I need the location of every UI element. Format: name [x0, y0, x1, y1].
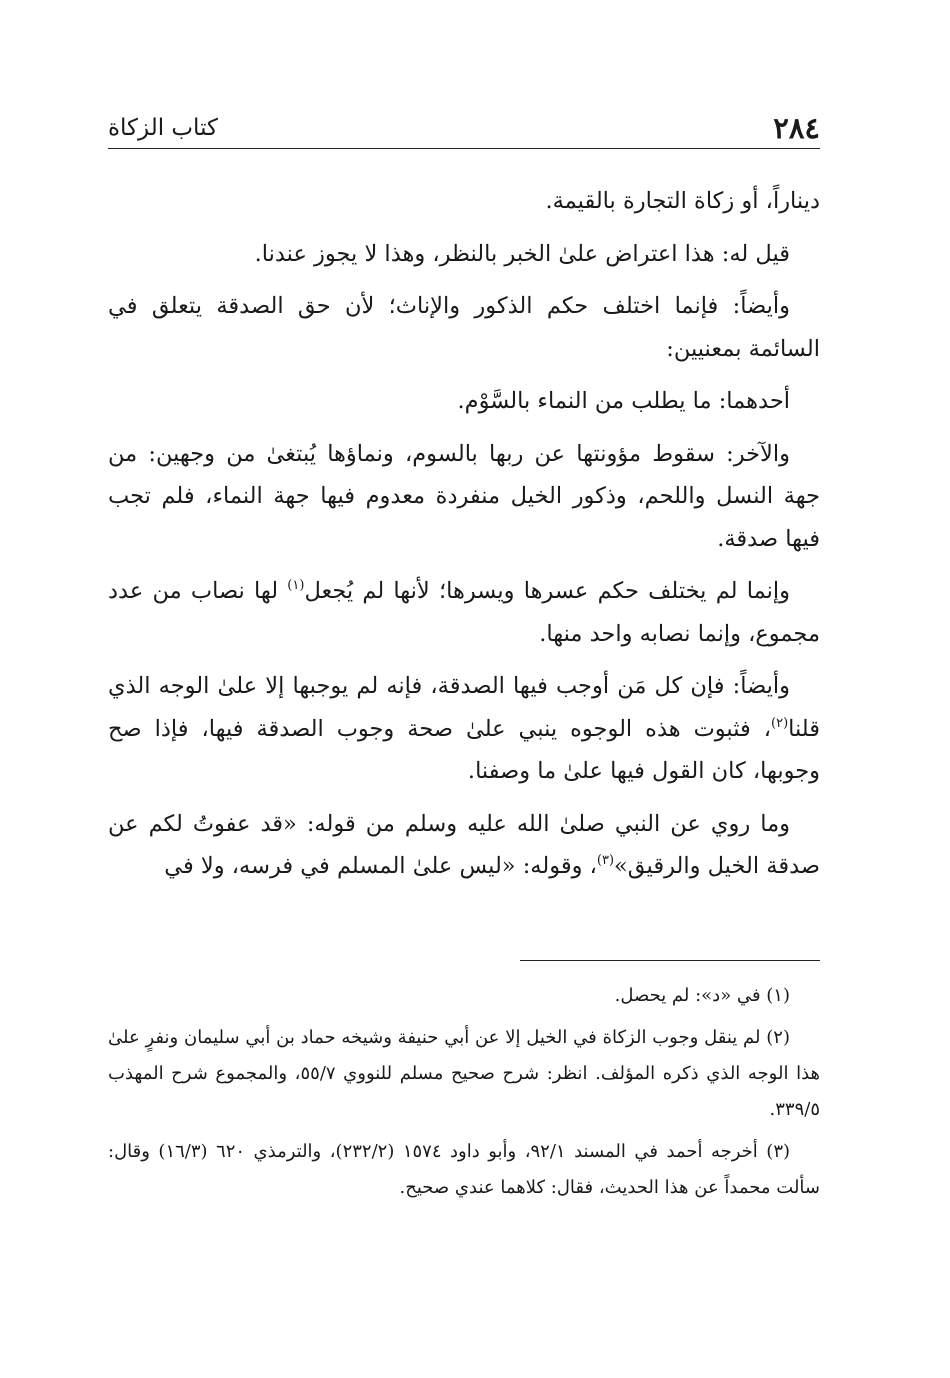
footnote-3: (٣) أخرجه أحمد في المسند ٩٢/١، وأبو داود ١٥٧٤ (٢٣٢/٢)، والترمذي ٦٢٠ (١٦/٣) وقال: سألت محمداً عن هذا الحديث، فقال: كلاهما عندي صحيح. [108, 1141, 820, 1198]
paragraph-5: والآخر: سقوط مؤونتها عن ربها بالسوم، ونماؤها يُبتغىٰ من وجهين: من جهة النسل واللحم، وذكور الخيل منفردة معدوم فيها جهة النماء، فلم تجب فيها صدقة. [108, 440, 820, 552]
footnote-ref-3[interactable]: (٣) [596, 853, 615, 868]
paragraph-3: وأيضاً: فإنما اختلف حكم الذكور والإناث؛ لأن حق الصدقة يتعلق في السائمة بمعنيين: [108, 293, 820, 362]
footnotes [108, 978, 820, 1212]
paragraph-8-text-b: ، وقوله: «ليس علىٰ المسلم في فرسه، ولا في [164, 853, 597, 879]
footnote-ref-1[interactable]: (١) [287, 578, 305, 593]
paragraph-7-text-a: وأيضاً: فإن كل مَن أوجب فيها الصدقة، فإنه لم يوجبها إلا علىٰ الوجه الذي قلنا [108, 673, 820, 742]
paragraph-8 [108, 803, 820, 888]
book-title: كتاب الزكاة [108, 115, 218, 141]
paragraph-2: قيل له: هذا اعتراض علىٰ الخبر بالنظر، وهذا لا يجوز عندنا. [254, 240, 790, 267]
paragraph-1: ديناراً، أو زكاة التجارة بالقيمة. [545, 188, 820, 214]
paragraph-8-text-a: وما روي عن النبي صلىٰ الله عليه وسلم من قوله: «قد عفوتُ لكم عن صدقة الخيل والرقيق» [108, 810, 820, 879]
book-page [108, 0, 820, 1378]
footnote-1: (١) في «د»: لم يحصل. [614, 985, 790, 1006]
footnote-2: (٢) لم ينقل وجوب الزكاة في الخيل إلا عن أبي حنيفة وشيخه حماد بن أبي سليمان ونفرٍ علىٰ هذا الوجه الذي ذكره المؤلف. انظر: شرح صحيح مسلم للنووي ٥٥/٧، والمجموع شرح المهذب ٣٣٩/٥. [108, 1027, 821, 1120]
paragraph-6-text-b: لها نصاب من عدد مجموع، وإنما نصابه واحد منها. [108, 578, 820, 647]
page-number: ٢٨٤ [773, 111, 820, 145]
main-text [108, 180, 820, 898]
paragraph-6 [108, 570, 820, 655]
paragraph-4: أحدهما: ما يطلب من النماء بالسَّوْم. [457, 388, 790, 414]
running-header [108, 108, 820, 149]
footnote-separator [520, 960, 820, 961]
paragraph-6-text-a: وإنما لم يختلف حكم عسرها ويسرها؛ لأنها لم يُجعل [304, 578, 790, 604]
paragraph-7-text-b: ، فثبوت هذه الوجوه ينبي علىٰ صحة وجوب الصدقة فيها، فإذا صح وجوبها، كان القول فيها علىٰ ما وصفنا. [108, 715, 820, 784]
footnote-ref-2[interactable]: (٢) [771, 715, 789, 731]
paragraph-7 [108, 665, 820, 793]
